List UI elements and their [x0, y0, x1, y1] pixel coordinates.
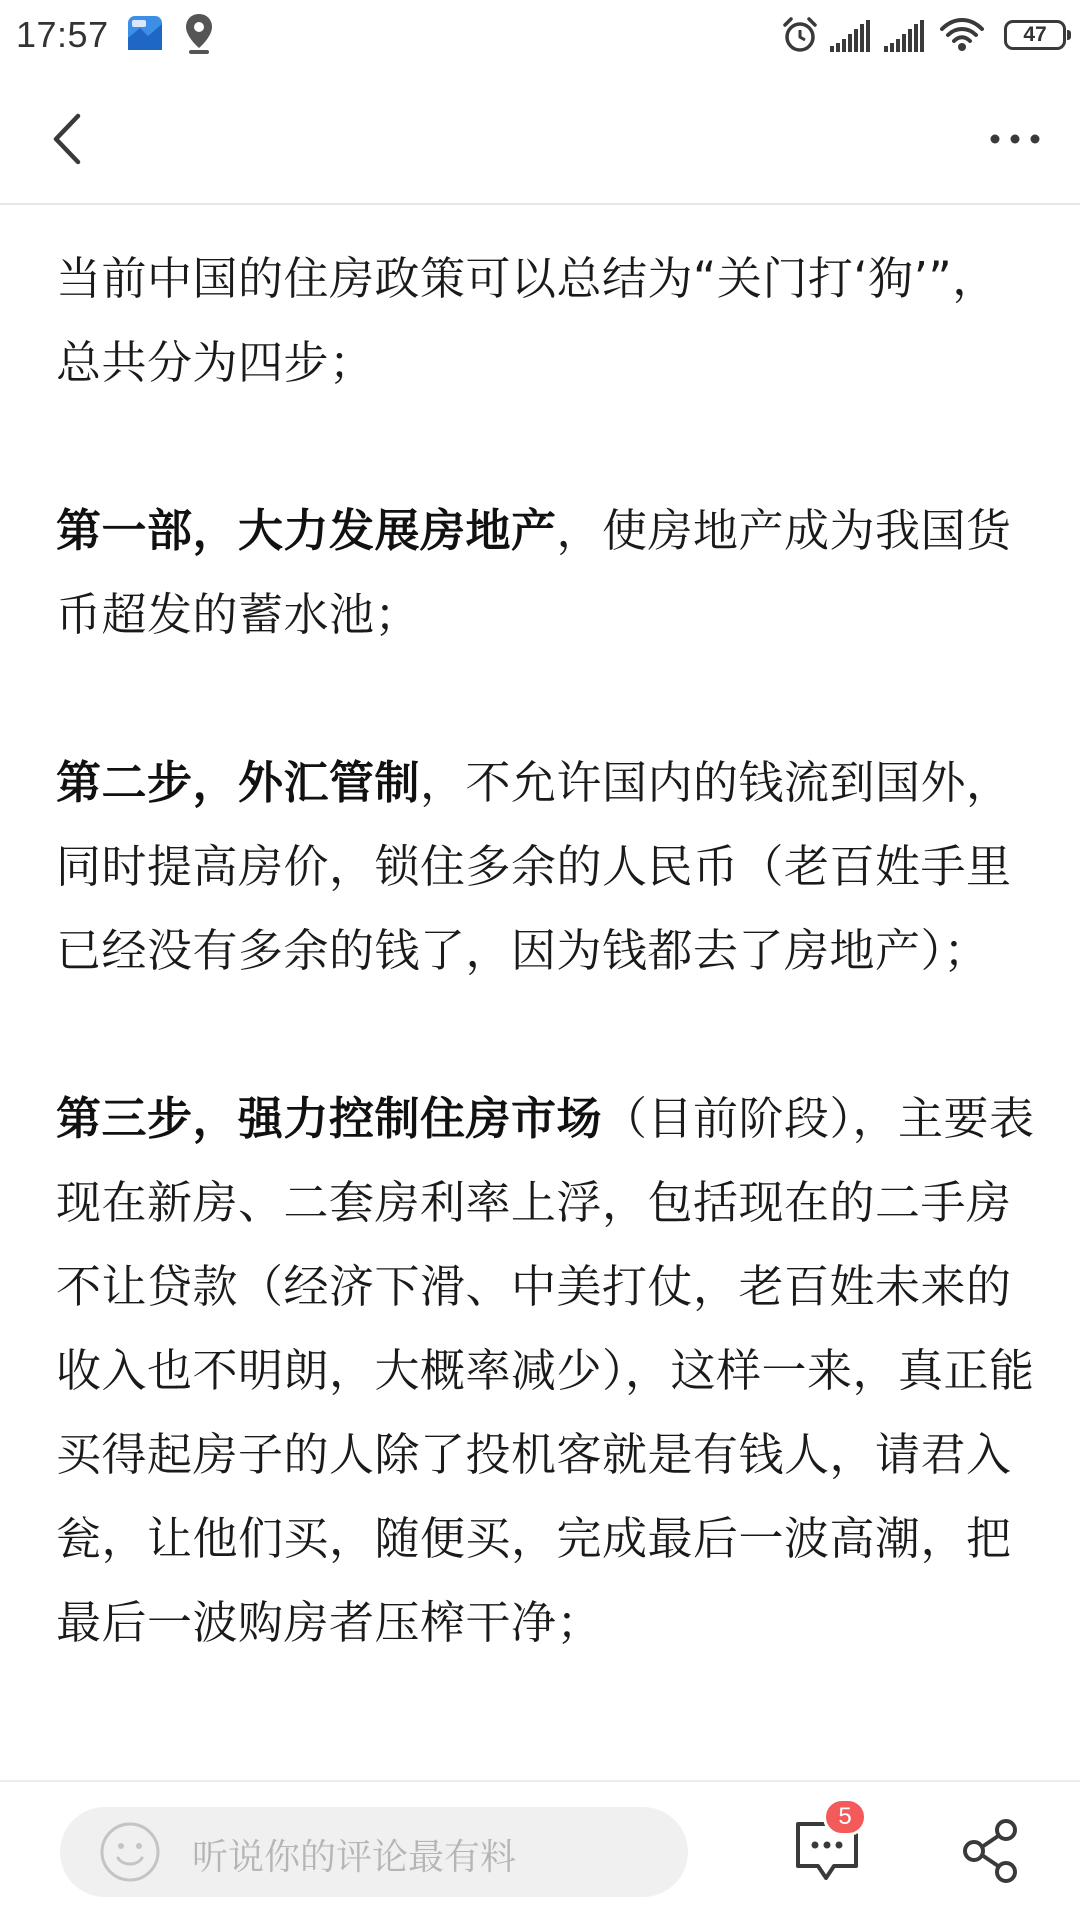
wifi-icon: [940, 18, 984, 52]
paragraph-heading: 第三步，强力控制住房市场: [56, 1092, 603, 1145]
comment-placeholder: 听说你的评论最有料: [192, 1837, 517, 1878]
more-dots-icon: [980, 104, 1050, 174]
article-paragraph: [56, 741, 1036, 993]
article-body: [56, 237, 1036, 1749]
paragraph-text: （目前阶段），主要表现在新房、二套房利率上浮，包括现在的二手房不让贷款（经济下滑、中美打仗，老百姓未来的收入也不明朗，大概率减少），这样一来，真正能买得起房子的人除了投机客就是有钱人，请君入瓮，让他们买，随便买，完成最后一波高潮，把最后一波购房者压榨干净；: [56, 1092, 1035, 1649]
paragraph-text: ，使房地产成为我国货币超发的蓄水池；: [56, 504, 1012, 641]
paragraph-text: 当前中国的住房政策可以总结为“关门打‘狗’”，总共分为四步；: [56, 252, 998, 389]
article-paragraph: [56, 1077, 1036, 1665]
share-icon: [960, 1816, 1022, 1886]
battery-indicator: 47: [1004, 20, 1066, 50]
emoji-icon[interactable]: [98, 1820, 162, 1884]
app-notification-icon: [126, 14, 164, 52]
bottom-action-bar: [0, 1780, 1080, 1920]
status-bar: [0, 0, 1080, 74]
article-header: [0, 74, 1080, 205]
share-button[interactable]: [960, 1816, 1022, 1886]
signal-icon: [884, 20, 926, 52]
comment-count-badge: 5: [823, 1798, 867, 1836]
paragraph-heading: 第一部，大力发展房地产: [56, 504, 557, 557]
back-button[interactable]: [40, 104, 110, 174]
chevron-left-icon: [40, 104, 110, 174]
article-content[interactable]: [0, 205, 1080, 1780]
article-paragraph: [56, 237, 1036, 405]
comment-input[interactable]: [60, 1807, 688, 1897]
location-icon: [183, 12, 215, 56]
more-options-button[interactable]: [980, 104, 1050, 174]
status-time: 17:57: [16, 14, 109, 55]
paragraph-heading: 第二步，外汇管制: [56, 756, 421, 809]
article-paragraph: [56, 489, 1036, 657]
signal-icon: [830, 20, 872, 52]
alarm-icon: [780, 15, 820, 55]
paragraph-text: ，不允许国内的钱流到国外，同时提高房价，锁住多余的人民币（老百姓手里已经没有多余的钱了，因为钱都去了房地产）；: [56, 756, 1012, 977]
